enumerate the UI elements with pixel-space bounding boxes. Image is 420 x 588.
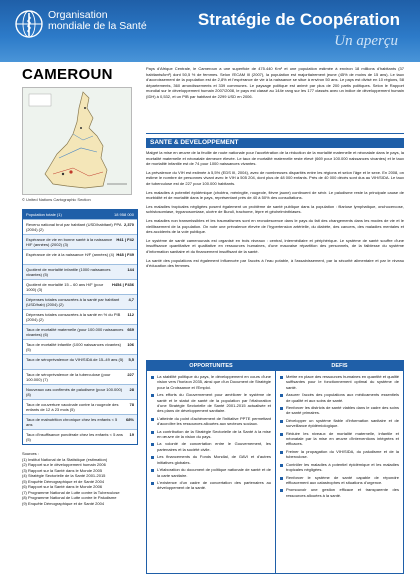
header-banner [0,0,420,62]
stats-row [23,399,137,414]
source-item: (7) Programme National de Lutte contre la Tuberculose [22,489,120,495]
stats-row [23,384,137,399]
stats-row [23,309,137,324]
body-paragraph: La santé des populations est également influencée par l'accès à l'eau potable, à l'assainissement, par la sécurité alimentaire et par le niveau d'éducation des femmes. [146,257,404,269]
challenges-item: Développer un système fiable d'information sanitaire et de surveillance épidémiologique. [280,418,399,429]
stats-row-value: 144 [127,267,134,272]
challenges-item: Mettre en place des ressources humaines en quantité et qualité suffisantes pour le fonctionnement optimal du système de santé. [280,374,399,390]
stats-row-value: H41 | F42 [116,237,134,242]
stats-rows [23,219,137,444]
stats-row-value: 78 [129,402,134,407]
country-map [22,87,132,195]
stats-row [23,339,137,354]
opportunities-item: Les efforts du Gouvernement pour améliorer le système de santé et le statut de santé de la population par l'élaboration d'une Stratégie Sectorielle de Santé 2001-2015 actualisée et des plans de développement sanitaire. [151,392,271,414]
cameroon-map-icon [23,88,132,195]
sources-title: Sources : [22,451,39,456]
stats-row-label: Taux de couverture vaccinale contre la rougeole des enfants de 12 à 23 mois (5) [26,402,119,412]
organization-name-line1: Organisation [48,9,108,21]
stats-row-label: Dépenses totales consacrées à la santé en % du PIB (2004) (2) [26,312,121,322]
challenges-item: Réduire les niveaux de mortalité maternelle, infantile et néonatale par la mise en œuvre d'interventions intégrées et efficaces. [280,431,399,447]
intro-paragraph: Pays d'Afrique Centrale, le Cameroun a une superficie de 475.440 Km² et une population estimée à environ 18 millions d'habitants (37 habitants/km²) dont 50,5 % de femmes. Selon l'ECAM III (2007), la population est majoritairement jeune (45% de moins de 15 ans). Le taux d'accroissement de la population est de 2,8% et l'espérance de vie à la naissance se situe à environ 50 ans. Le pays est divisé en 10 régions, 58 départements, 360 arrondissements et 339 communes. Le paysage politique est animé par plus de 200 partis politiques. Selon le Rapport mondial sur le développement humain 2007/2008, le pays est classé au 144e rang sur les 177 classés avec un indice de développement humain (IDH) à 0,532, et un PIB par habitant de 2299 USD en 2006. [146,66,404,134]
opportunities-challenges-box [146,360,404,574]
stats-row-label: Taux de séroprévalence du VIH/SIDA de 15–49 ans (5) [26,357,124,362]
opportunities-heading: OPPORTUNITES [147,361,275,371]
stats-row-value: 68% [125,417,134,422]
stats-row [23,234,137,249]
map-caption: © United Nations Cartographic Section [22,197,91,202]
stats-row [23,354,137,369]
source-item: (8) Programme National de Lutte contre le Paludisme [22,495,117,500]
challenges-item: Assurer l'accès des populations aux médicaments essentiels de qualité et aux soins de santé. [280,392,399,403]
left-column [22,66,140,506]
stats-row-label: Taux de séroprévalence de la tuberculose (pour 100.000) (7) [26,372,111,382]
stats-header-label: Population totale (1) [26,212,62,217]
organization-name [48,10,147,32]
stats-row-label: Taux de malnutrition chronique chez les enfants < 5 ans [26,417,118,427]
body-paragraph: Les maladies à potentiel épidémique (choléra, méningite, rougeole, fièvre jaune) continuent de sévir. Le paludisme reste la principale cause de morbidité et de mortalité dans le pays, représentant près de 40 à 50% des consultations. [146,189,404,201]
stats-row-label: Taux de mortalité infantile (1000 naissances vivantes) (5) [26,342,121,352]
stats-row-label: Quotient de mortalité infantile (1000 naissances vivantes) (5) [26,267,111,277]
stats-row [23,279,137,294]
stats-row-value: 106 [127,342,134,347]
body-paragraph: La prévalence du VIH est estimée à 5,5% (EDS III, 2004), avec de nombreuses disparités entre les régions et selon l'âge et le sexe. En 2008, on estime le nombre de personnes vivant avec le VIH à 505 204, dont plus de 48 000 enfants. Près de 40 000 décès sont dus au VIH/SIDA. Le taux de tuberculose est de 227 pour 100.000 habitants. [146,169,404,186]
stats-row-label: Taux de mortalité maternelle (pour 100.000 naissances vivantes) (6) [26,327,124,337]
challenges-heading: DEFIS [276,361,403,371]
sources-list [22,457,138,507]
stats-row [23,414,137,429]
country-name: CAMEROUN [22,66,113,83]
document-title: Stratégie de Coopération [197,10,400,29]
stats-row-label: Taux d'insuffisance pondérale chez les enfants < 5 ans (5) [26,432,123,442]
source-item: (3) Rapport sur la Santé dans le Monde 2005 [22,467,103,473]
section-heading: SANTE & DEVELOPPEMENT [146,138,404,148]
opportunities-item: L'élaboration du document de politique nationale de santé et de la carte sanitaire. [151,467,271,478]
challenges-item: Renforcer le système de santé capable de répondre efficacement aux catastrophes et situations d'urgence. [280,475,399,486]
challenges-item: Renforcer les districts de santé viables dans le cadre des soins de santé primaires. [280,405,399,416]
opportunities-column [147,361,275,573]
body-paragraph: Les maladies non transmissibles et les traumatismes sont en recrudescence dans le pays du fait des changements dans les modes de vie et le vieillissement de la population. On note une prévalence élevée de l'hypertension artérielle, du diabète, des cancers, des maladies mentales et des accidents de la voie publique. [146,217,404,235]
opportunities-item: Les financements du Fonds Mondial, de GAVI et d'autres initiatives globales. [151,454,271,465]
opportunities-list [147,371,275,496]
stats-row-value: H454 | F436 [111,282,134,287]
stats-row-label: Quotient de mortalité 15 – 60 ans H/F (pour 1000) (3) [26,282,104,292]
stats-row-value: 4,7 [128,297,134,302]
source-item: (6) Rapport sur la Santé dans le Monde 2006 [22,484,103,489]
challenges-list [276,371,403,503]
opportunities-item: La contribution de la Stratégie Sectorielle de la Santé à la mise en œuvre de la vision du pays. [151,429,271,440]
organization-name-line2: mondiale de la Santé [48,20,147,32]
stats-row [23,429,137,444]
sources-block [22,451,138,506]
stats-row [23,249,137,264]
challenges-column [275,361,403,573]
who-emblem-icon [14,9,44,39]
stats-row-value: 5,5 [128,357,134,362]
source-item: (2) Rapport sur le développement humain 2006 [22,462,106,467]
source-item: (9) Enquête Démographique et de Santé 2004 [22,500,105,506]
stats-row-label: Espérance de vie en bonne santé à la naissance H/F (années) (2002) (3) [26,237,113,247]
opportunities-item: L'existence d'un cadre de concertation des partenaires au développement de la santé. [151,480,271,491]
stats-row-value: 112 [127,312,134,317]
body-paragraph: Le système de santé camerounais est organisé en trois niveaux : central, intermédiaire et périphérique. Le système de santé souffre d'une insuffisance quantitative et qualitative en ressources humaines, d'une mauvaise répartition des personnels, de la faiblesse du système d'information sanitaire et du financement insuffisant de la santé. [146,237,404,254]
stats-row [23,264,137,279]
stats-row-value: 227 [127,372,134,377]
stats-row-label: Revenu national brut par habitant (USD/habitant) PPA (2004) (2) [26,222,122,232]
stats-row-value: 669 [127,327,134,332]
source-item: (5) Enquête Démographique et de Santé 2004 [22,478,105,484]
stats-row [23,324,137,339]
source-item: (4) Stratégie Sectorielle de la Santé 2001-2015 [22,473,106,478]
challenges-item: Freiner la propagation du VIH/SIDA, du paludisme et de la tuberculose. [280,449,399,460]
stats-header-value: 18 958 000 [113,212,134,217]
stats-row [23,369,137,384]
document-subtitle: Un aperçu [334,33,398,49]
stats-row-value: 2,370 [123,222,134,227]
stats-row-value: 28 [129,387,134,392]
stats-row-label: Dépenses totales consacrées à la santé par habitant (USD/hab) (2004) (2) [26,297,120,307]
challenges-item: Contrôler les maladies à potentiel épidémique et les maladies tropicales négligées. [280,462,399,473]
stats-table [22,209,138,445]
opportunities-item: L'atteinte du point d'achèvement de l'initiative PPTE permettant d'accroître les ressources allouées aux secteurs sociaux. [151,416,271,427]
stats-row-value: 19 [129,432,134,437]
body-paragraph: Les maladies tropicales négligées posent également un problème de santé publique dans la population : filariose lymphatique, onchocercose, schistosomiase, trypanosomiase, ulcère de Buruli, trachome, lèpre et géohelminthiases. [146,203,404,215]
opportunities-item: La volonté de concertation entre le Gouvernement, les partenaires et la société civile. [151,441,271,452]
stats-row [23,219,137,234]
stats-row-label: Espérance de vie à la naissance H/F (années) (4) [26,252,115,257]
source-item: (1) Institut National de la Statistique (estimation) [22,456,108,462]
stats-header-row [23,210,137,219]
stats-row [23,294,137,309]
body-paragraph: Malgré la mise en œuvre de la feuille de route nationale pour l'accélération de la réduction de la mortalité maternelle et néonatale dans le pays, la mortalité maternelle et néonatale demeure élevée. Le taux de mortalité maternelle reste élevé (669 pour 100.000 naissances vivantes) et le taux de mortalité infantile est de 74 pour 1000 naissances vivantes. [146,150,404,167]
section-body [146,150,404,348]
stats-row-value: H48 | F49 [116,252,134,257]
stats-row-label: Nouveaux cas confirmés de paludisme (pour 100.000) (8) [26,387,123,397]
challenges-item: Promouvoir une gestion efficace et transparente des ressources allouées à la santé. [280,487,399,498]
opportunities-item: La stabilité politique du pays, le développement en cours d'une vision vers l'horizon 2035, ainsi que d'un Document de Stratégie pour la Croissance et l'Emploi. [151,374,271,390]
